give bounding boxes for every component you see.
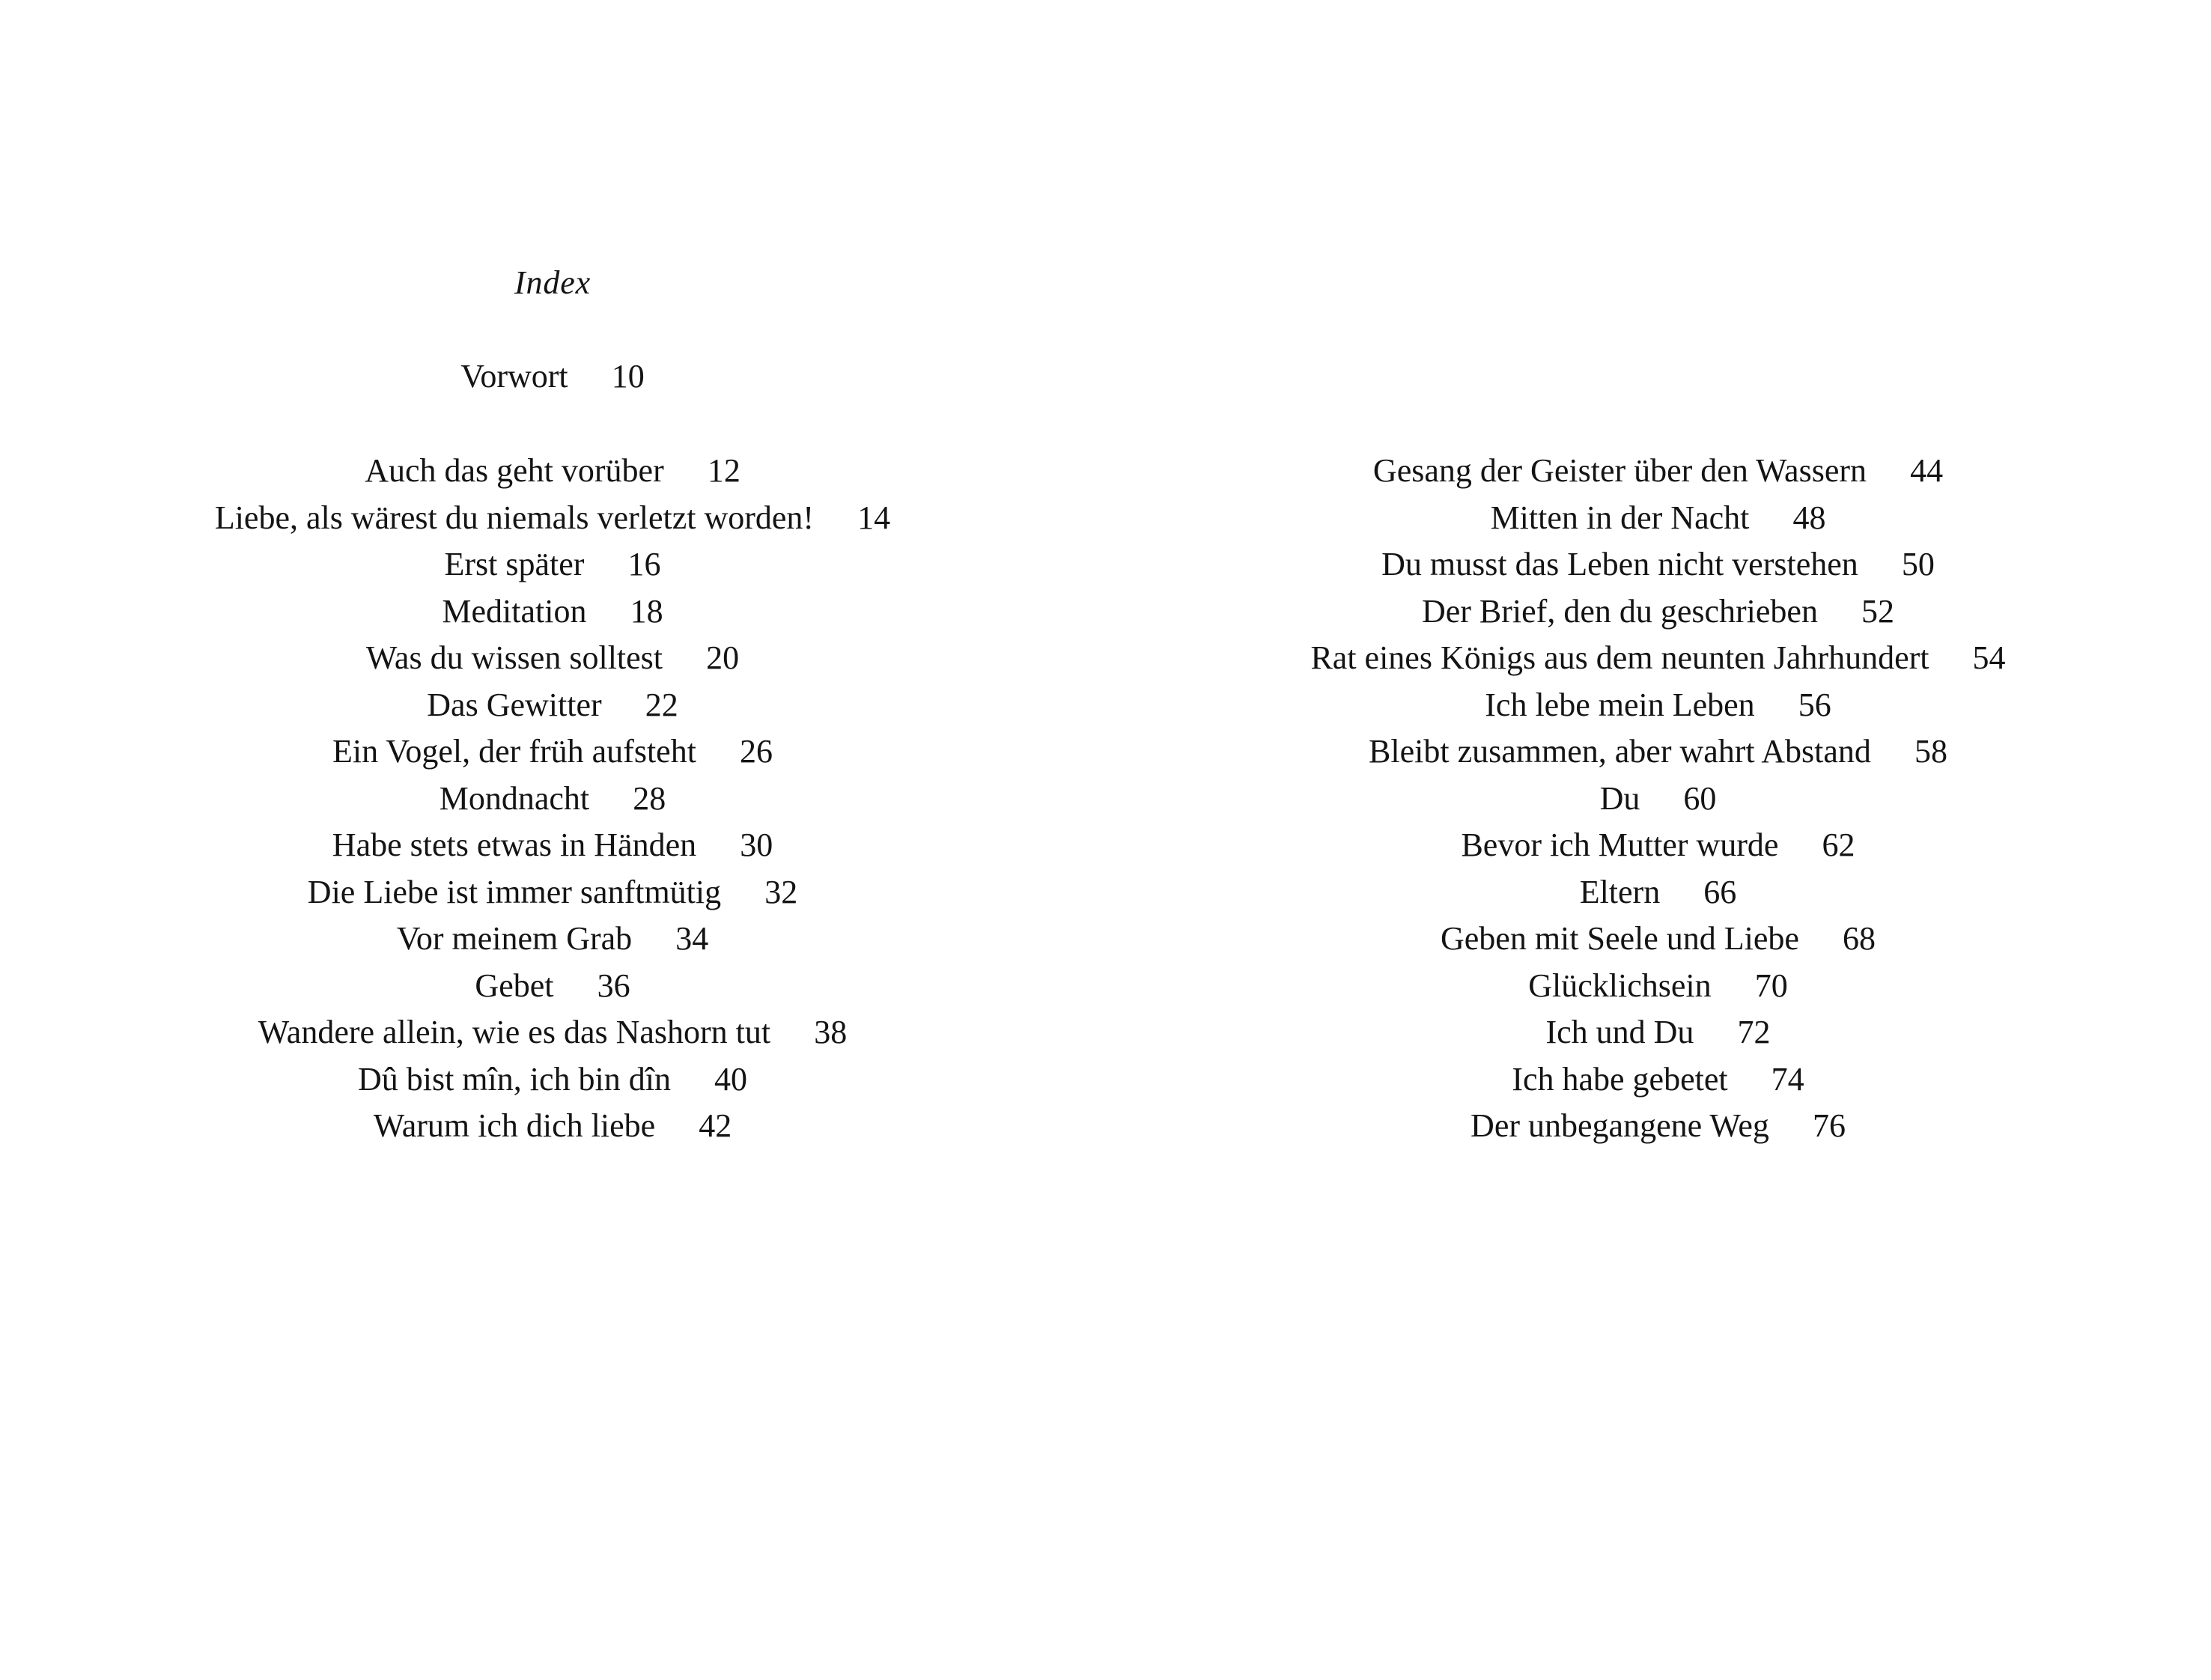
- preface-page: 10: [611, 358, 645, 395]
- toc-entry: [1105, 1056, 2211, 1104]
- toc-entry-page: 76: [1812, 1107, 1846, 1144]
- toc-entry-page: 30: [740, 827, 773, 863]
- toc-entry: [0, 588, 1105, 636]
- toc-entry-title: Warum ich dich liebe: [373, 1107, 656, 1144]
- toc-entry-page: 74: [1771, 1060, 1804, 1098]
- toc-entry: [0, 916, 1105, 963]
- toc-entry-title: Der Brief, den du geschrieben: [1421, 592, 1818, 630]
- toc-entry-page: 58: [1914, 733, 1947, 770]
- toc-entry-title: Du: [1599, 779, 1640, 817]
- toc-entry-page: 22: [645, 686, 678, 723]
- toc-entry: [0, 776, 1105, 823]
- toc-entry-page: 70: [1754, 967, 1788, 1004]
- toc-entry-title: Ich habe gebetet: [1512, 1060, 1728, 1098]
- toc-entry-title: Was du wissen solltest: [365, 639, 663, 676]
- left-page: [0, 0, 1105, 1680]
- toc-entry-title: Ein Vogel, der früh aufsteht: [332, 733, 696, 770]
- right-page: [1105, 0, 2211, 1680]
- toc-entry-title: Erst später: [444, 546, 585, 582]
- toc-entry-title: Ich und Du: [1545, 1014, 1694, 1050]
- toc-entry: [0, 448, 1105, 495]
- toc-entry: [1105, 963, 2211, 1010]
- toc-entry-page: 48: [1792, 499, 1826, 536]
- preface-line: [0, 353, 1105, 401]
- toc-entry-title: Wandere allein, wie es das Nashorn tut: [258, 1014, 771, 1050]
- toc-entry-page: 66: [1703, 873, 1737, 910]
- toc-entry: [0, 635, 1105, 682]
- toc-entry-title: Dû bist mîn, ich bin dîn: [357, 1060, 671, 1098]
- toc-entry-title: Glücklichsein: [1528, 967, 1712, 1004]
- toc-entry-page: 56: [1798, 686, 1831, 723]
- toc-entry-title: Geben mit Seele und Liebe: [1440, 920, 1799, 957]
- toc-entry: [1105, 869, 2211, 916]
- toc-entry: [1105, 541, 2211, 588]
- toc-entry-title: Gebet: [475, 967, 554, 1004]
- toc-entry: [1105, 635, 2211, 682]
- toc-entry-page: 54: [1972, 639, 2006, 676]
- toc-entry-page: 28: [633, 779, 666, 817]
- toc-entry-title: Gesang der Geister über den Wassern: [1372, 452, 1867, 489]
- toc-entry-title: Liebe, als wärest du niemals verletzt worden!: [214, 499, 815, 536]
- toc-entry-page: 62: [1822, 827, 1855, 863]
- toc-right-column: [1105, 448, 2211, 1150]
- index-title: Index: [514, 264, 591, 301]
- toc-entry-title: Mitten in der Nacht: [1490, 499, 1750, 536]
- toc-entry: [0, 1009, 1105, 1056]
- toc-entry-page: 12: [707, 452, 740, 489]
- toc-entry-title: Eltern: [1579, 873, 1661, 910]
- toc-entry: [1105, 682, 2211, 729]
- toc-entry-page: 68: [1843, 920, 1876, 957]
- toc-entry: [0, 541, 1105, 588]
- toc-entry-title: Mondnacht: [439, 779, 590, 817]
- toc-entry-page: 32: [764, 873, 798, 910]
- toc-entry-page: 52: [1861, 592, 1895, 630]
- toc-left-column: [0, 448, 1105, 1150]
- toc-entry-title: Du musst das Leben nicht verstehen: [1381, 546, 1858, 582]
- toc-entry: [1105, 776, 2211, 823]
- toc-entry-page: 36: [597, 967, 630, 1004]
- toc-entry-page: 34: [675, 920, 709, 957]
- toc-entry: [0, 822, 1105, 869]
- toc-entry: [1105, 916, 2211, 963]
- toc-entry-title: Auch das geht vorüber: [365, 452, 664, 489]
- toc-entry-page: 38: [814, 1014, 848, 1050]
- toc-entry-page: 18: [630, 592, 663, 630]
- toc-entry: [0, 682, 1105, 729]
- toc-entry-title: Rat eines Königs aus dem neunten Jahrhundert: [1310, 639, 1929, 676]
- toc-entry: [0, 1056, 1105, 1104]
- toc-entry: [1105, 1009, 2211, 1056]
- toc-entry-title: Meditation: [442, 592, 587, 630]
- toc-entry-page: 26: [740, 733, 773, 770]
- toc-entry-title: Bevor ich Mutter wurde: [1461, 827, 1779, 863]
- toc-entry: [1105, 588, 2211, 636]
- toc-entry-page: 16: [627, 546, 661, 582]
- toc-entry: [0, 963, 1105, 1010]
- toc-entry-title: Bleibt zusammen, aber wahrt Abstand: [1369, 733, 1871, 770]
- toc-entry-title: Das Gewitter: [427, 686, 602, 723]
- toc-entry-page: 72: [1737, 1014, 1771, 1050]
- toc-entry-page: 44: [1910, 452, 1944, 489]
- preface-title: Vorwort: [460, 358, 568, 395]
- toc-entry: [1105, 728, 2211, 776]
- toc-entry: [0, 728, 1105, 776]
- toc-entry-page: 60: [1683, 779, 1717, 817]
- toc-entry-page: 14: [857, 499, 891, 536]
- toc-entry: [0, 869, 1105, 916]
- toc-entry-title: Vor meinem Grab: [396, 920, 633, 957]
- toc-entry: [0, 1103, 1105, 1150]
- toc-entry-title: Die Liebe ist immer sanftmütig: [307, 873, 722, 910]
- toc-entry: [1105, 448, 2211, 495]
- toc-entry-page: 50: [1901, 546, 1935, 582]
- toc-entry: [1105, 822, 2211, 869]
- toc-entry-title: Der unbegangene Weg: [1471, 1107, 1769, 1144]
- toc-entry: [1105, 1103, 2211, 1150]
- toc-entry-page: 42: [699, 1107, 732, 1144]
- toc-entry: [1105, 495, 2211, 542]
- toc-entry-title: Ich lebe mein Leben: [1485, 686, 1755, 723]
- toc-entry: [0, 495, 1105, 542]
- toc-entry-title: Habe stets etwas in Händen: [332, 827, 697, 863]
- toc-entry-page: 40: [714, 1060, 748, 1098]
- toc-entry-page: 20: [706, 639, 740, 676]
